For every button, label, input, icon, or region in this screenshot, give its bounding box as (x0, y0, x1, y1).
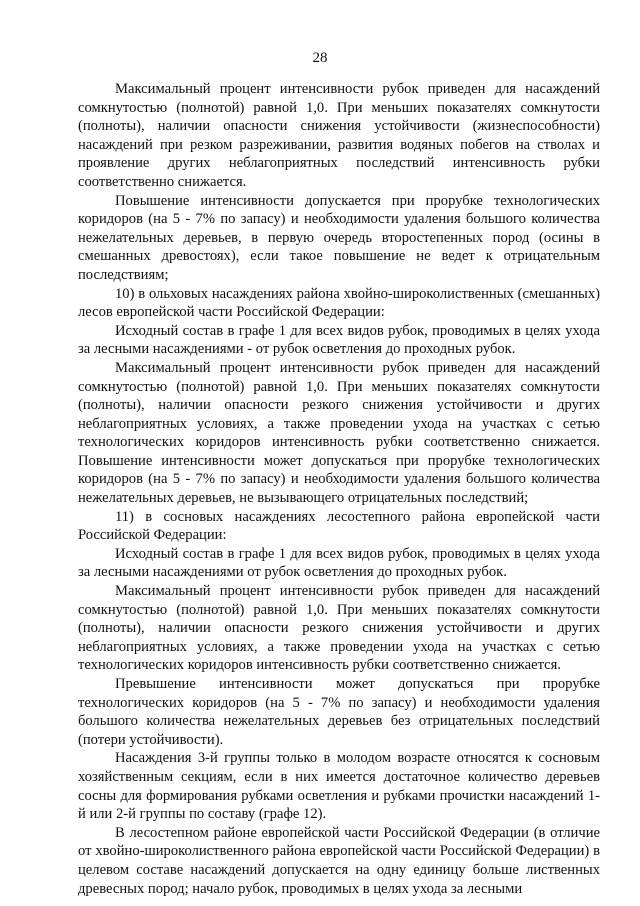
paragraph-intensity-increase-1: Повышение интенсивности допускается при прорубке технологических коридоров (на 5 - 7% по запасу) и необходимости удаления большого количества нежелательных деревьев, в первую очередь второстепенных пород (осины в смешанных древостоях), если такое повышение не ведет к отрицательным последствиям; (78, 192, 600, 283)
paragraph-initial-composition-1: Исходный состав в графе 1 для всех видов рубок, проводимых в целях ухода за лесными насаждениями - от рубок осветления до проходных рубок. (78, 322, 600, 358)
paragraph-forest-steppe-district: В лесостепном районе европейской части Российской Федерации (в отличие от хвойно-широколиственного района европейской части Российской Федерации) в целевом составе насаждений допускается на одну единицу больше лиственных древесных пород; начало рубок, проводимых в целях ухода за лесными (78, 824, 600, 897)
paragraph-intensity-excess: Превышение интенсивности может допускаться при прорубке технологических коридоров (на 5 - 7% по запасу) и необходимости удаления большого количества нежелательных деревьев без отрицательных последствий (потери устойчивости). (78, 676, 600, 748)
document-body (78, 80, 600, 898)
paragraph-item-11-pine: 11) в сосновых насаждениях лесостепного района европейской части Российской Федерации: (78, 508, 600, 544)
paragraph-intensity-max-2: Максимальный процент интенсивности рубок приведен для насаждений сомкнутостью (полнотой) равной 1,0. При меньших показателях сомкнутости (полноты), наличии опасности резкого снижения устойчивости и других неблагоприятных условиях, а также проведении ухода на участках с сетью технологических коридоров интенсивность рубки соответственно снижается. Повышение интенсивности может допускаться при прорубке технологических коридоров (на 5 - 7% по запасу) и необходимости удаления большого количества нежелательных деревьев, не вызывающего отрицательных последствий; (78, 359, 600, 507)
paragraph-item-10-alder: 10) в ольховых насаждениях района хвойно-широколиственных (смешанных) лесов европейской части Российской Федерации: (78, 285, 600, 321)
paragraph-initial-composition-2: Исходный состав в графе 1 для всех видов рубок, проводимых в целях ухода за лесными насаждениями от рубок осветления до проходных рубок. (78, 545, 600, 581)
paragraph-group-3-stands: Насаждения 3-й группы только в молодом возрасте относятся к сосновым хозяйственным секциям, если в них имеется достаточное количество деревьев сосны для формирования рубками осветления и рубками прочистки насаждений 1-й или 2-й группы по составу (графе 12). (78, 750, 600, 823)
page-number: 28 (312, 50, 328, 66)
paragraph-intensity-max-1: Максимальный процент интенсивности рубок приведен для насаждений сомкнутостью (полнотой) равной 1,0. При меньших показателях сомкнутости (полноты), наличии опасности снижения устойчивости (жизнеспособности) насаждений при резком разреживании, развития водяных побегов на стволах и проявление других неблагоприятных последствий интенсивность рубки соответственно снижается. (78, 81, 600, 190)
paragraph-intensity-max-3: Максимальный процент интенсивности рубок приведен для насаждений сомкнутостью (полнотой) равной 1,0. При меньших показателях сомкнутости (полноты), наличии опасности резкого снижения устойчивости и других неблагоприятных условиях, а также проведении ухода на участках с сетью технологических коридоров интенсивность рубки соответственно снижается. (78, 583, 600, 674)
